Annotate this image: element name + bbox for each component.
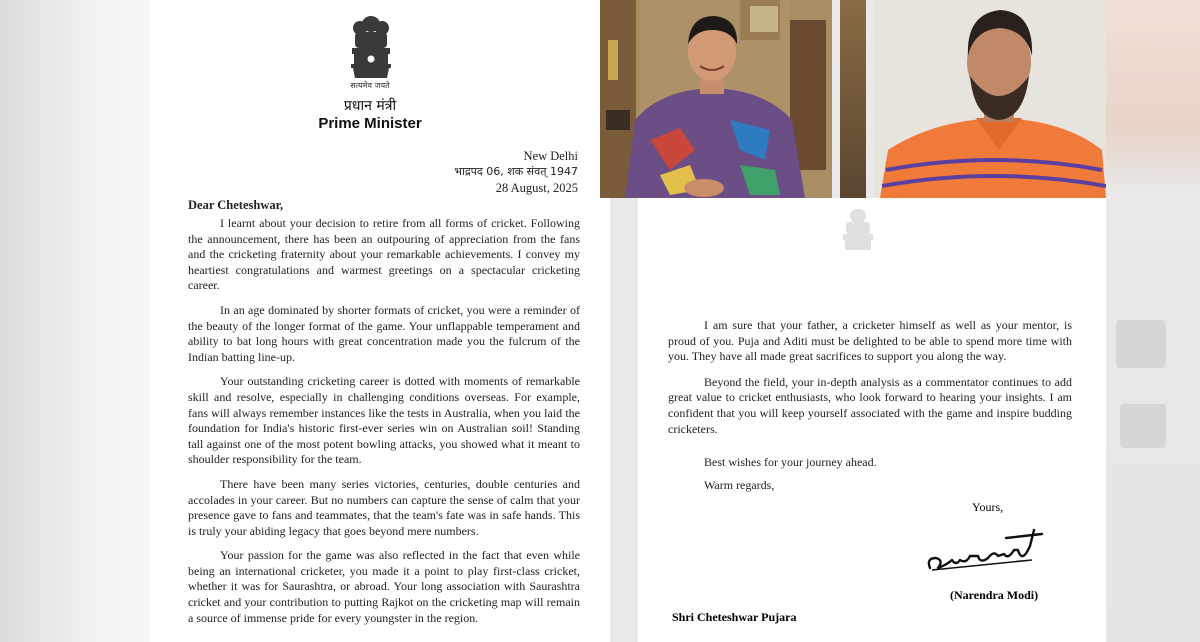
warm-regards: Warm regards, — [704, 478, 775, 492]
letter-page-1 — [150, 0, 610, 642]
letterhead-title-english: Prime Minister — [318, 115, 422, 132]
paragraph: Beyond the field, your in-depth analysis as a commentator continues to add great value to cricket enthusiasts, who look forward to hearing your insights. I am confident that you will keep yourself associated with the game and inspire budding cricketers. — [668, 374, 1072, 436]
place-and-date — [454, 148, 578, 196]
blurred-background-left — [0, 0, 150, 642]
video-frame-background — [840, 0, 866, 198]
paragraph: In an age dominated by shorter formats of cricket, you were a reminder of the beauty of the longer format of the game. Your unflappable temperament and ability to bat long hours with great concentration made you the fulcrum of the Indian batting line-up. — [188, 302, 580, 364]
video-frame-speaker — [600, 0, 832, 198]
emblem-motto: सत्यमेव जयते — [350, 81, 390, 90]
signatory-name: (Narendra Modi) — [950, 588, 1039, 602]
handwritten-signature — [922, 520, 1052, 580]
emblem-watermark-icon — [838, 206, 878, 252]
letter-body-page-2 — [668, 318, 1072, 447]
blurred-background-right — [1106, 0, 1200, 642]
state-emblem-icon — [347, 12, 395, 82]
date-english: 28 August, 2025 — [495, 181, 578, 195]
letterhead-title-hindi: प्रधान मंत्री — [343, 98, 397, 114]
cricketer-photo — [874, 0, 1106, 198]
yours: Yours, — [972, 500, 1004, 514]
date-hindi: भाद्रपद 06, शक संवत् 1947 — [454, 165, 578, 178]
place: New Delhi — [523, 149, 578, 163]
salutation: Dear Cheteshwar, — [188, 198, 284, 212]
paragraph: Your outstanding cricketing career is dotted with moments of remarkable skill and resolve, especially in challenging conditions overseas. For example, fans will always remember instances like the tests in Australia, when you laid the foundation for India's historic first-ever series win on Australian soil! Standing tall against one of the most potent bowling attacks, you showed what it meant to shoulder responsibility for the team. — [188, 374, 580, 467]
best-wishes: Best wishes for your journey ahead. — [704, 455, 877, 469]
blurred-shape — [1120, 404, 1166, 448]
paragraph: There have been many series victories, centuries, double centuries and accolades in your career. But no numbers can capture the sense of calm that your presence gave to fans and teammates, that the team's fate was in safe hands. This is truly your abiding legacy that goes beyond mere numbers. — [188, 476, 580, 538]
paragraph: Your passion for the game was also reflected in the fact that even while being an international cricketer, you made it a point to play first-class cricket, whether it was for Saurashtra, or abroad. Your long association with Saurashtra cricket and your contribution to putting Rajkot on the cricketing map will remain a source of immense pride for every youngster in the region. — [188, 548, 580, 625]
paragraph: I am sure that your father, a cricketer himself as well as your mentor, is proud of you. Puja and Aditi must be delighted to be able to spend more time with you. They have all made great sacrifices to support you along the way. — [668, 318, 1072, 364]
speaker-photo — [600, 0, 832, 198]
paragraph: I learnt about your decision to retire from all forms of cricket. Following the announcement, there has been an outpouring of appreciation from the fans and the cricketing fraternity about your remarkable achievements. I convey my heartiest congratulations and warmest greetings on a spectacular cricketing career. — [188, 216, 580, 293]
letter-body-page-1 — [188, 216, 580, 635]
video-frame-cricketer — [874, 0, 1106, 198]
blurred-shape — [1116, 320, 1166, 368]
addressee-name: Shri Cheteshwar Pujara — [672, 610, 797, 624]
